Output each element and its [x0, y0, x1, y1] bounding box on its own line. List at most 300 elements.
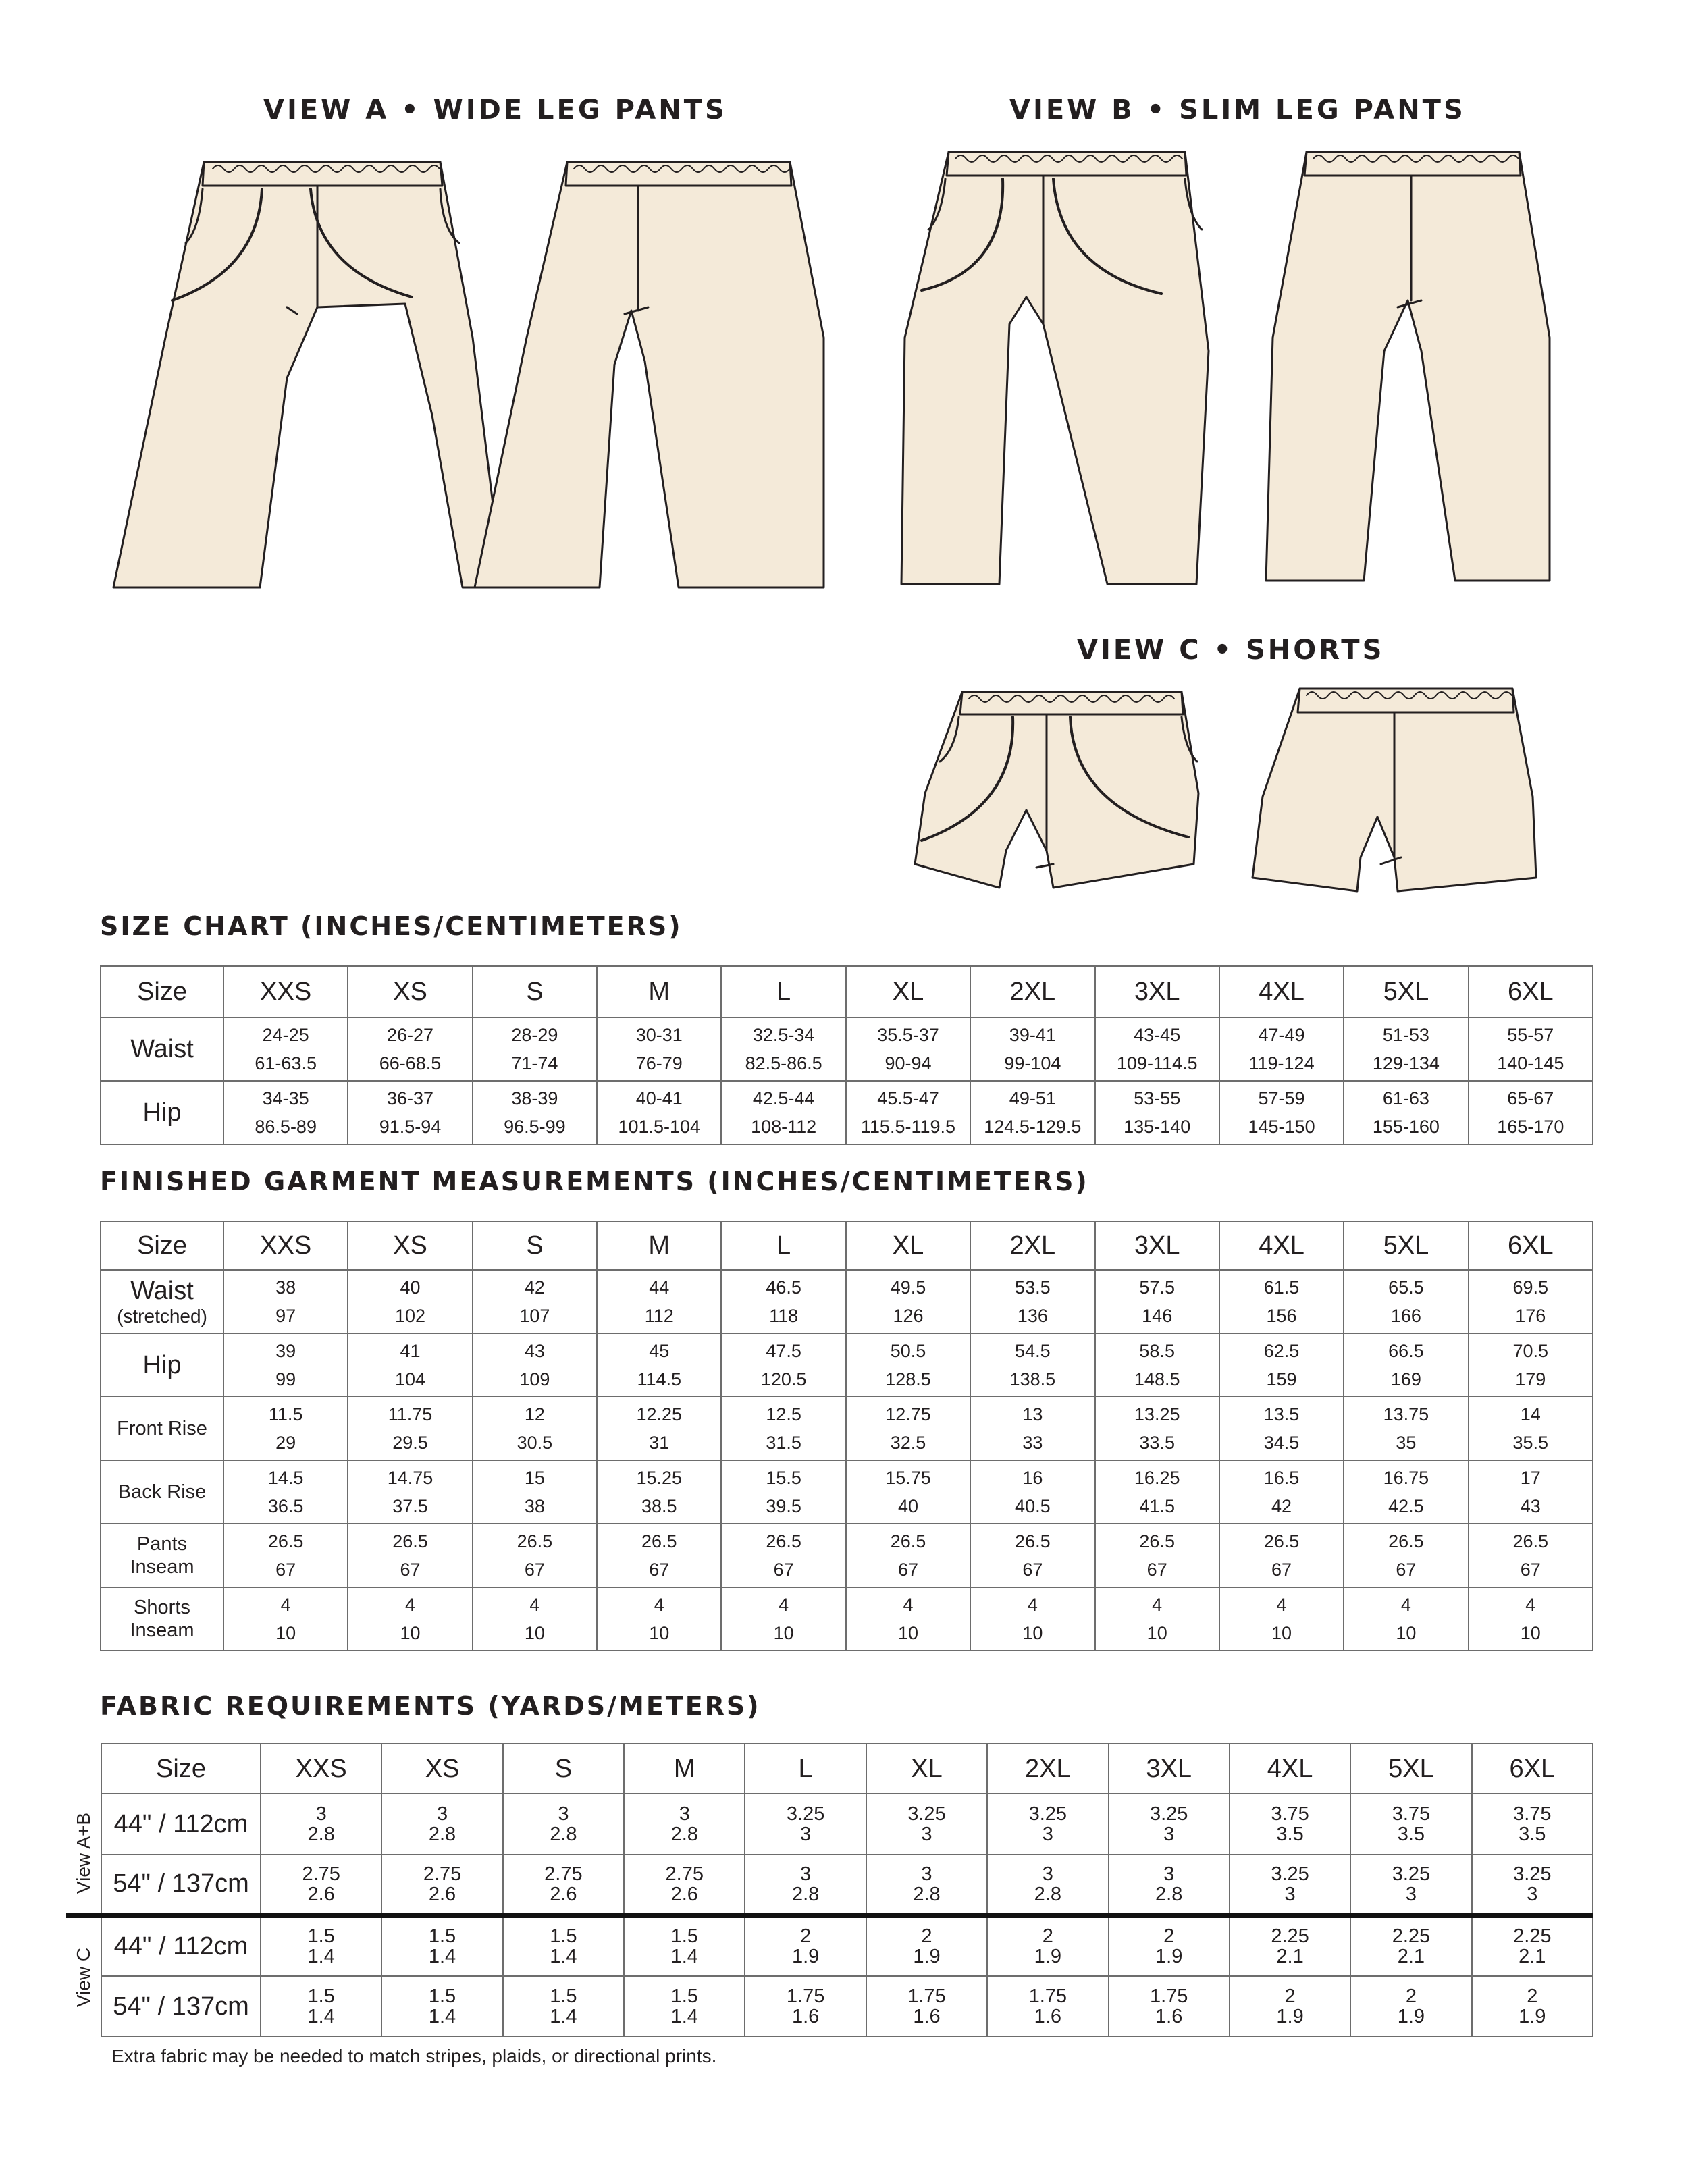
measure-cell — [1344, 1524, 1468, 1587]
value-metric: 166 — [1390, 1306, 1421, 1326]
measure-cell — [1472, 1855, 1593, 1915]
value-metric: 3 — [1163, 1823, 1175, 1845]
value-imperial: 16.25 — [1134, 1468, 1180, 1488]
size-header: XL — [846, 966, 970, 1017]
measure-cell — [1230, 1915, 1350, 1976]
measure-cell — [597, 1587, 721, 1651]
value-imperial: 55-57 — [1507, 1025, 1554, 1045]
value-metric: 35.5 — [1512, 1433, 1549, 1453]
value-metric: 1.6 — [1155, 2006, 1183, 2027]
value-imperial: 66.5 — [1388, 1341, 1424, 1361]
value-metric: 3 — [1405, 1883, 1417, 1905]
measure-cell — [1219, 1017, 1344, 1081]
value-metric: 39.5 — [766, 1496, 801, 1516]
value-imperial: 26.5 — [1139, 1531, 1175, 1551]
measure-cell — [1219, 1333, 1344, 1397]
view-c-front-illustration — [915, 692, 1198, 888]
value-metric: 140-145 — [1497, 1053, 1564, 1073]
measure-cell — [745, 1976, 866, 2037]
value-imperial: 14.5 — [267, 1468, 304, 1488]
value-metric: 3 — [921, 1823, 932, 1845]
value-imperial: 26.5 — [1512, 1531, 1549, 1551]
value-imperial: 3 — [1042, 1863, 1053, 1885]
value-imperial: 1.5 — [550, 1925, 577, 1948]
size-header: XS — [381, 1744, 502, 1794]
value-metric: 1.4 — [550, 1946, 577, 1968]
size-header: 4XL — [1219, 1221, 1344, 1270]
value-metric: 3.5 — [1276, 1823, 1304, 1845]
value-metric: 67 — [773, 1560, 794, 1580]
value-metric: 82.5-86.5 — [745, 1053, 822, 1073]
value-imperial: 38 — [275, 1277, 296, 1298]
value-imperial: 2 — [1042, 1925, 1053, 1948]
value-metric: 2.8 — [550, 1823, 577, 1845]
value-metric: 1.4 — [428, 1946, 456, 1968]
fabric-width-label: 44" / 112cm — [101, 1794, 261, 1855]
value-metric: 10 — [1271, 1623, 1292, 1643]
value-metric: 3.5 — [1519, 1823, 1546, 1845]
value-imperial: 4 — [1152, 1595, 1163, 1615]
value-imperial: 30-31 — [635, 1025, 683, 1045]
value-imperial: 16.75 — [1383, 1468, 1429, 1488]
size-header: S — [503, 1744, 624, 1794]
measure-cell — [261, 1855, 381, 1915]
size-header: XS — [348, 1221, 472, 1270]
measure-cell — [1469, 1397, 1593, 1460]
finished-measurements-table — [100, 1221, 1593, 1651]
value-imperial: 4 — [654, 1595, 664, 1615]
value-imperial: 4 — [405, 1595, 416, 1615]
garment-illustrations — [0, 0, 1688, 898]
measure-cell — [866, 1794, 987, 1855]
value-imperial: 49.5 — [890, 1277, 926, 1298]
table-row — [66, 1855, 1593, 1915]
view-b-front-illustration — [901, 152, 1209, 584]
measure-cell — [473, 1333, 597, 1397]
size-header: XXS — [223, 1221, 348, 1270]
value-imperial: 15 — [524, 1468, 545, 1488]
size-header: 5XL — [1350, 1744, 1471, 1794]
value-metric: 159 — [1266, 1369, 1297, 1389]
measure-cell — [970, 1017, 1094, 1081]
value-metric: 66-68.5 — [379, 1053, 442, 1073]
value-metric: 126 — [893, 1306, 924, 1326]
measure-cell — [846, 1524, 970, 1587]
value-metric: 36.5 — [267, 1496, 304, 1516]
value-imperial: 53.5 — [1015, 1277, 1051, 1298]
size-header: XS — [348, 966, 472, 1017]
view-group-label — [66, 1794, 101, 1915]
value-metric: 1.9 — [1155, 1946, 1183, 1968]
value-imperial: 2.25 — [1392, 1925, 1431, 1948]
measure-cell — [503, 1976, 624, 2037]
measure-cell — [1219, 1524, 1344, 1587]
value-imperial: 46.5 — [766, 1277, 801, 1298]
value-metric: 1.9 — [913, 1946, 941, 1968]
measure-cell — [1344, 1270, 1468, 1333]
value-imperial: 2.75 — [302, 1863, 340, 1885]
measure-cell — [846, 1587, 970, 1651]
measure-cell — [970, 1397, 1094, 1460]
measure-cell — [597, 1460, 721, 1524]
measure-cell — [624, 1794, 745, 1855]
value-imperial: 24-25 — [262, 1025, 309, 1045]
value-imperial: 2.75 — [544, 1863, 583, 1885]
view-group-label-text: View A+B — [72, 1813, 94, 1894]
value-metric: 1.6 — [913, 2006, 941, 2027]
row-label-text: Waist — [130, 1276, 194, 1305]
value-imperial: 26.5 — [1388, 1531, 1424, 1551]
value-metric: 1.4 — [550, 2006, 577, 2027]
value-imperial: 1.75 — [907, 1986, 946, 2007]
view-a-back-illustration — [475, 162, 824, 587]
value-metric: 1.9 — [791, 1946, 820, 1968]
value-metric: 148.5 — [1134, 1369, 1180, 1389]
measure-cell — [348, 1524, 472, 1587]
value-imperial: 4 — [1400, 1595, 1411, 1615]
measure-cell — [597, 1333, 721, 1397]
size-header: 6XL — [1472, 1744, 1593, 1794]
value-metric: 1.6 — [791, 2006, 820, 2027]
value-metric: 135-140 — [1124, 1117, 1191, 1137]
measure-cell — [223, 1270, 348, 1333]
value-imperial: 3.25 — [786, 1803, 825, 1825]
value-metric: 67 — [1146, 1560, 1167, 1580]
row-label: Hip — [101, 1081, 223, 1144]
measure-cell — [1344, 1460, 1468, 1524]
measure-cell — [866, 1915, 987, 1976]
value-imperial: 47-49 — [1258, 1025, 1305, 1045]
value-metric: 1.6 — [1034, 2006, 1061, 2027]
size-header: 4XL — [1230, 1744, 1350, 1794]
measure-cell — [348, 1587, 472, 1651]
size-header: M — [624, 1744, 745, 1794]
measure-cell — [1230, 1855, 1350, 1915]
value-imperial: 12 — [524, 1404, 545, 1424]
measure-cell — [624, 1976, 745, 2037]
value-imperial: 3.25 — [1028, 1803, 1067, 1825]
measure-cell — [261, 1915, 381, 1976]
size-header: L — [745, 1744, 866, 1794]
value-metric: 10 — [649, 1623, 670, 1643]
value-imperial: 26.5 — [890, 1531, 926, 1551]
value-imperial: 39-41 — [1009, 1025, 1056, 1045]
value-imperial: 3.75 — [1392, 1803, 1431, 1825]
measure-cell — [1230, 1794, 1350, 1855]
value-imperial: 3 — [315, 1803, 327, 1825]
value-imperial: 16 — [1022, 1468, 1043, 1488]
measure-cell — [721, 1524, 845, 1587]
value-metric: 2.6 — [550, 1883, 577, 1905]
measure-cell — [970, 1270, 1094, 1333]
measure-cell — [1469, 1017, 1593, 1081]
value-imperial: 43 — [524, 1341, 545, 1361]
measure-cell — [597, 1524, 721, 1587]
value-imperial: 54.5 — [1015, 1341, 1051, 1361]
value-imperial: 3.25 — [1513, 1863, 1552, 1885]
measure-cell — [987, 1976, 1108, 2037]
measure-cell — [970, 1524, 1094, 1587]
value-imperial: 16.5 — [1263, 1468, 1300, 1488]
value-imperial: 26.5 — [641, 1531, 677, 1551]
value-imperial: 15.25 — [636, 1468, 683, 1488]
value-imperial: 2 — [800, 1925, 812, 1948]
value-metric: 179 — [1515, 1369, 1546, 1389]
value-imperial: 12.5 — [766, 1404, 801, 1424]
value-imperial: 26.5 — [517, 1531, 553, 1551]
value-metric: 34.5 — [1263, 1433, 1300, 1453]
value-imperial: 1.5 — [670, 1925, 698, 1948]
footnote: Extra fabric may be needed to match stripes, plaids, or directional prints. — [111, 2046, 717, 2067]
row-label — [101, 1333, 223, 1397]
view-a-front-illustration — [113, 162, 503, 587]
value-metric: 67 — [524, 1560, 545, 1580]
value-metric: 118 — [769, 1306, 799, 1326]
row-label-text-2: Inseam — [130, 1556, 194, 1578]
value-imperial: 1.5 — [307, 1986, 335, 2007]
measure-cell — [866, 1976, 987, 2037]
value-metric: 2.8 — [307, 1823, 335, 1845]
value-metric: 67 — [1396, 1560, 1417, 1580]
value-imperial: 1.75 — [786, 1986, 825, 2007]
measure-cell — [1469, 1333, 1593, 1397]
measure-cell — [473, 1270, 597, 1333]
measure-cell — [624, 1915, 745, 1976]
value-metric: 10 — [275, 1623, 296, 1643]
value-metric: 10 — [1396, 1623, 1417, 1643]
size-header: 5XL — [1344, 1221, 1468, 1270]
value-metric: 3 — [1527, 1883, 1538, 1905]
value-imperial: 26.5 — [392, 1531, 428, 1551]
value-imperial: 3.75 — [1271, 1803, 1309, 1825]
measure-cell — [721, 1397, 845, 1460]
value-metric: 2.1 — [1276, 1946, 1304, 1968]
row-label — [101, 1587, 223, 1651]
measure-cell — [473, 1397, 597, 1460]
measure-cell — [1219, 1460, 1344, 1524]
measure-cell — [721, 1587, 845, 1651]
value-imperial: 53-55 — [1134, 1088, 1181, 1109]
table-row — [101, 1081, 1593, 1144]
value-imperial: 4 — [779, 1595, 789, 1615]
row-label-text: Pants — [136, 1533, 188, 1555]
size-header: S — [473, 966, 597, 1017]
row-label-text: Front Rise — [117, 1418, 207, 1439]
value-imperial: 1.5 — [670, 1986, 698, 2007]
measure-cell — [1469, 1270, 1593, 1333]
value-metric: 10 — [400, 1623, 421, 1643]
measure-cell — [223, 1017, 348, 1081]
value-imperial: 28-29 — [511, 1025, 558, 1045]
value-metric: 1.9 — [1397, 2006, 1425, 2027]
value-metric: 35 — [1396, 1433, 1417, 1453]
measure-cell — [597, 1397, 721, 1460]
value-metric: 67 — [1520, 1560, 1541, 1580]
measure-cell — [261, 1794, 381, 1855]
measure-cell — [1344, 1587, 1468, 1651]
value-imperial: 57.5 — [1139, 1277, 1175, 1298]
table-row — [101, 1333, 1593, 1397]
value-metric: 96.5-99 — [504, 1117, 566, 1137]
value-imperial: 17 — [1520, 1468, 1541, 1488]
value-imperial: 42 — [524, 1277, 545, 1298]
fabric-width-label: 54" / 137cm — [101, 1976, 261, 2037]
view-b-back-illustration — [1266, 152, 1550, 581]
measure-cell — [745, 1855, 866, 1915]
measure-cell — [970, 1333, 1094, 1397]
value-imperial: 47.5 — [766, 1341, 801, 1361]
value-imperial: 38-39 — [511, 1088, 558, 1109]
measure-cell — [223, 1081, 348, 1144]
measure-cell — [348, 1017, 472, 1081]
value-imperial: 4 — [280, 1595, 291, 1615]
value-imperial: 2.25 — [1271, 1925, 1309, 1948]
size-header: 3XL — [1095, 1221, 1219, 1270]
row-sublabel: (stretched) — [117, 1305, 207, 1327]
measure-cell — [1095, 1524, 1219, 1587]
value-metric: 38.5 — [641, 1496, 677, 1516]
fabric-width-label: 44" / 112cm — [101, 1915, 261, 1976]
value-metric: 67 — [400, 1560, 421, 1580]
measure-cell — [721, 1270, 845, 1333]
value-metric: 71-74 — [511, 1053, 558, 1073]
measure-cell — [381, 1794, 502, 1855]
size-header: XL — [866, 1744, 987, 1794]
value-metric: 109 — [519, 1369, 550, 1389]
value-metric: 169 — [1390, 1369, 1421, 1389]
measure-cell — [624, 1855, 745, 1915]
measure-cell — [1095, 1017, 1219, 1081]
value-metric: 156 — [1266, 1306, 1297, 1326]
value-imperial: 1.5 — [428, 1925, 456, 1948]
measure-cell — [1350, 1915, 1471, 1976]
measure-cell — [597, 1017, 721, 1081]
value-imperial: 13 — [1022, 1404, 1043, 1424]
measure-cell — [223, 1333, 348, 1397]
value-metric: 67 — [897, 1560, 918, 1580]
value-metric: 128.5 — [885, 1369, 931, 1389]
value-imperial: 40 — [400, 1277, 421, 1298]
size-header: 5XL — [1344, 966, 1468, 1017]
size-header: M — [597, 966, 721, 1017]
size-header: XXS — [261, 1744, 381, 1794]
value-metric: 76-79 — [635, 1053, 683, 1073]
value-imperial: 14.75 — [387, 1468, 433, 1488]
table-row — [101, 1587, 1593, 1651]
value-metric: 29 — [275, 1433, 296, 1453]
measure-cell — [970, 1587, 1094, 1651]
measure-cell — [597, 1270, 721, 1333]
value-metric: 102 — [395, 1306, 426, 1326]
value-imperial: 1.5 — [550, 1986, 577, 2007]
value-imperial: 4 — [903, 1595, 914, 1615]
value-imperial: 12.75 — [885, 1404, 931, 1424]
measure-cell — [721, 1460, 845, 1524]
value-metric: 3 — [1042, 1823, 1053, 1845]
value-metric: 2.6 — [428, 1883, 456, 1905]
row-label-text: Shorts — [134, 1597, 190, 1618]
value-metric: 101.5-104 — [618, 1117, 701, 1137]
value-imperial: 3.25 — [907, 1803, 946, 1825]
value-metric: 10 — [524, 1623, 545, 1643]
value-metric: 112 — [644, 1306, 674, 1326]
measure-cell — [1469, 1587, 1593, 1651]
value-metric: 2.8 — [428, 1823, 456, 1845]
measure-cell — [1472, 1915, 1593, 1976]
value-metric: 145-150 — [1248, 1117, 1315, 1137]
row-label-text-2: Inseam — [130, 1620, 194, 1641]
measure-cell — [261, 1976, 381, 2037]
size-header: M — [597, 1221, 721, 1270]
value-imperial: 13.25 — [1134, 1404, 1180, 1424]
measure-cell — [1095, 1587, 1219, 1651]
value-imperial: 3.25 — [1271, 1863, 1309, 1885]
measure-cell — [1219, 1081, 1344, 1144]
measure-cell — [473, 1017, 597, 1081]
measure-cell — [846, 1460, 970, 1524]
fabric-heading: FABRIC REQUIREMENTS (YARDS/METERS) — [100, 1691, 761, 1721]
value-metric: 165-170 — [1497, 1117, 1564, 1137]
measure-cell — [348, 1333, 472, 1397]
value-imperial: 1.75 — [1149, 1986, 1188, 2007]
measure-cell — [745, 1794, 866, 1855]
measure-cell — [970, 1460, 1094, 1524]
value-metric: 31.5 — [766, 1433, 801, 1453]
value-imperial: 3 — [1163, 1863, 1175, 1885]
value-metric: 10 — [1022, 1623, 1043, 1643]
value-imperial: 51-53 — [1382, 1025, 1429, 1045]
row-label — [101, 1397, 223, 1460]
measure-cell — [987, 1794, 1108, 1855]
measure-cell — [1344, 1081, 1468, 1144]
size-header: 4XL — [1219, 966, 1344, 1017]
value-imperial: 4 — [1027, 1595, 1038, 1615]
value-imperial: 50.5 — [890, 1341, 926, 1361]
measure-cell — [1109, 1794, 1230, 1855]
measure-cell — [846, 1397, 970, 1460]
measure-cell — [1469, 1460, 1593, 1524]
size-header: S — [473, 1221, 597, 1270]
value-metric: 91.5-94 — [379, 1117, 442, 1137]
value-imperial: 3.25 — [1149, 1803, 1188, 1825]
row-label — [101, 1270, 223, 1333]
value-metric: 33.5 — [1139, 1433, 1175, 1453]
measure-cell — [1219, 1587, 1344, 1651]
value-imperial: 15.75 — [885, 1468, 931, 1488]
value-metric: 146 — [1142, 1306, 1173, 1326]
row-label — [101, 1524, 223, 1587]
value-metric: 138.5 — [1009, 1369, 1056, 1389]
measure-cell — [1095, 1081, 1219, 1144]
value-metric: 1.9 — [1276, 2006, 1304, 2027]
view-group-label-text: View C — [72, 1947, 94, 2007]
finished-heading: FINISHED GARMENT MEASUREMENTS (INCHES/CENTIMETERS) — [100, 1167, 1089, 1196]
value-metric: 2.8 — [913, 1883, 941, 1905]
measure-cell — [1472, 1976, 1593, 2037]
measure-cell — [473, 1460, 597, 1524]
value-imperial: 42.5-44 — [752, 1088, 815, 1109]
view-c-title: VIEW C • SHORTS — [1077, 635, 1385, 666]
value-imperial: 2.75 — [423, 1863, 462, 1885]
measure-cell — [348, 1270, 472, 1333]
value-metric: 1.4 — [428, 2006, 456, 2027]
value-metric: 3 — [1284, 1883, 1296, 1905]
value-metric: 104 — [395, 1369, 426, 1389]
measure-cell — [1350, 1794, 1471, 1855]
value-metric: 114.5 — [637, 1369, 682, 1389]
value-imperial: 4 — [529, 1595, 540, 1615]
value-metric: 90-94 — [885, 1053, 932, 1073]
